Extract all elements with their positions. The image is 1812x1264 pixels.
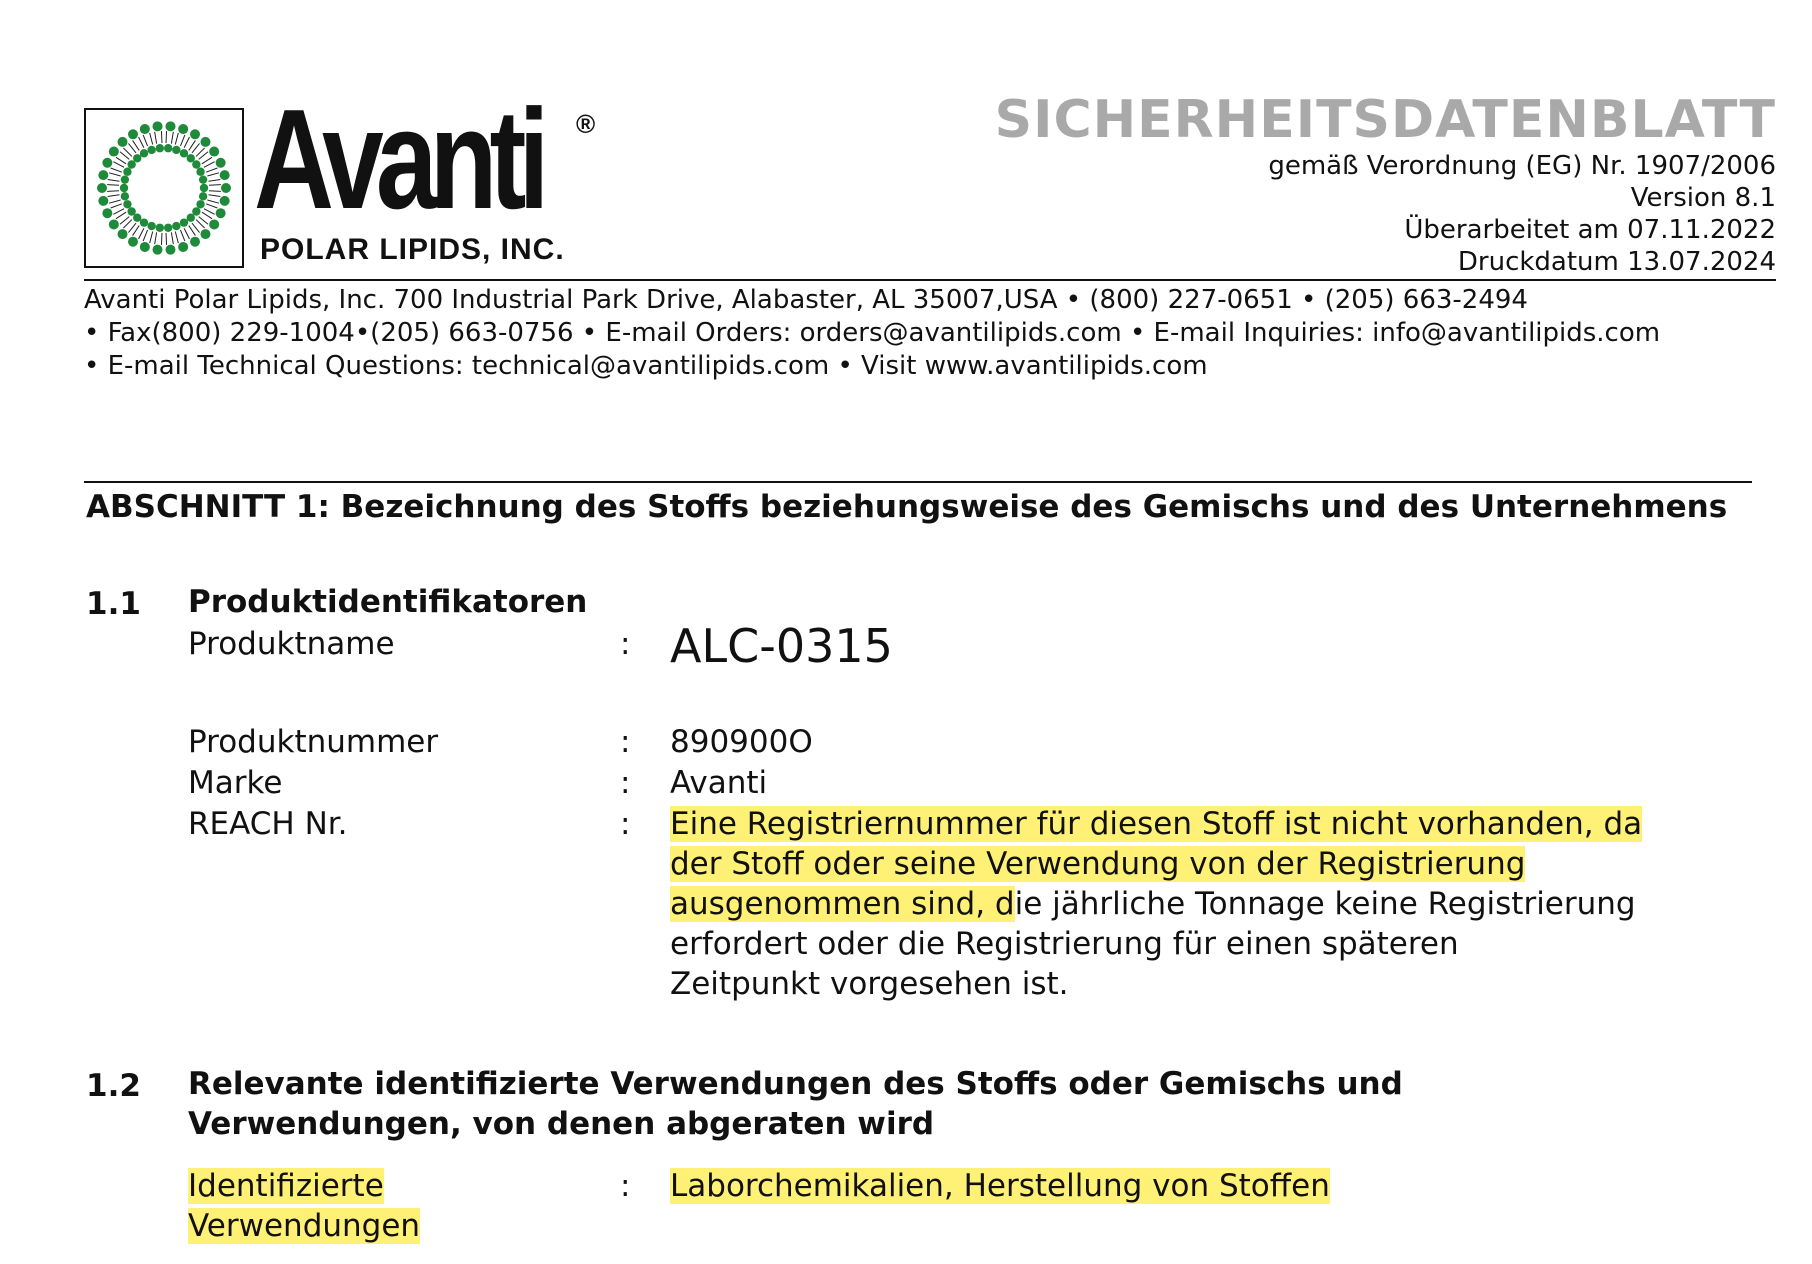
subsection-1-1-title: Produktidentifikatoren (188, 584, 588, 620)
header-divider (84, 279, 1776, 281)
section-1-heading: ABSCHNITT 1: Bezeichnung des Stoffs beziehungsweise des Gemischs und des Unternehmens (86, 489, 1728, 525)
logo-subtitle: POLAR LIPIDS, INC. (260, 233, 565, 266)
regulation-reference: gemäß Verordnung (EG) Nr. 1907/2006 (1268, 151, 1776, 181)
lipid-bilayer-logo-icon (84, 108, 244, 268)
highlighted-text: Verwendungen (188, 1208, 421, 1244)
product-name-value: ALC-0315 (670, 619, 893, 673)
subsection-title-line: Relevante identifizierte Verwendungen des Stoffs oder Gemischs und (188, 1066, 1403, 1102)
reach-text: ie jährliche Tonnage keine Registrierung (1014, 886, 1636, 922)
company-contact-line: • E-mail Technical Questions: technical@avantilipids.com • Visit www.avantilipids.com (84, 351, 1208, 381)
highlighted-text: ausgenommen sind, d (670, 886, 1015, 922)
company-contact-line: • Fax(800) 229-1004•(205) 663-0756 • E-mail Orders: orders@avantilipids.com • E-mail Inquiries: info@avantilipids.com (84, 318, 1661, 348)
highlighted-text: Eine Registriernummer für diesen Stoff ist nicht vorhanden, da (670, 806, 1643, 842)
brand-value: Avanti (670, 765, 768, 801)
print-date: Druckdatum 13.07.2024 (1457, 247, 1776, 277)
revision-date: Überarbeitet am 07.11.2022 (1404, 215, 1776, 245)
colon-separator: : (620, 1168, 631, 1204)
document-title: SICHERHEITSDATENBLATT (994, 90, 1776, 150)
version-number: Version 8.1 (1630, 183, 1776, 213)
product-name-label: Produktname (188, 626, 395, 662)
registered-mark: ® (576, 109, 596, 139)
product-number-value: 890900O (670, 724, 813, 760)
reach-number-value (670, 804, 1770, 1004)
identified-uses-value (670, 1166, 1330, 1206)
subsection-title-line: Verwendungen, von denen abgeraten wird (188, 1106, 935, 1142)
highlighted-text: Identifizierte (188, 1168, 384, 1204)
company-logo (84, 80, 604, 275)
reach-number-label: REACH Nr. (188, 806, 348, 842)
product-number-label: Produktnummer (188, 724, 439, 760)
subsection-1-2-title (188, 1064, 1403, 1144)
company-address-line: Avanti Polar Lipids, Inc. 700 Industrial Park Drive, Alabaster, AL 35007,USA • (800) 227-0651 • (205) 663-2494 (84, 285, 1528, 315)
colon-separator: : (620, 724, 631, 760)
colon-separator: : (620, 765, 631, 801)
colon-separator: : (620, 806, 631, 842)
subsection-1-1-number: 1.1 (86, 586, 141, 622)
colon-separator: : (620, 626, 631, 662)
section-divider (84, 481, 1752, 483)
highlighted-text: Laborchemikalien, Herstellung von Stoffen (670, 1168, 1330, 1204)
reach-text: Zeitpunkt vorgesehen ist. (670, 966, 1069, 1002)
subsection-1-2-number: 1.2 (86, 1068, 141, 1104)
identified-uses-label (188, 1166, 420, 1246)
brand-label: Marke (188, 765, 283, 801)
reach-text: erfordert oder die Registrierung für einen späteren (670, 926, 1459, 962)
highlighted-text: der Stoff oder seine Verwendung von der Registrierung (670, 846, 1526, 882)
logo-wordmark: Avanti (254, 80, 542, 239)
